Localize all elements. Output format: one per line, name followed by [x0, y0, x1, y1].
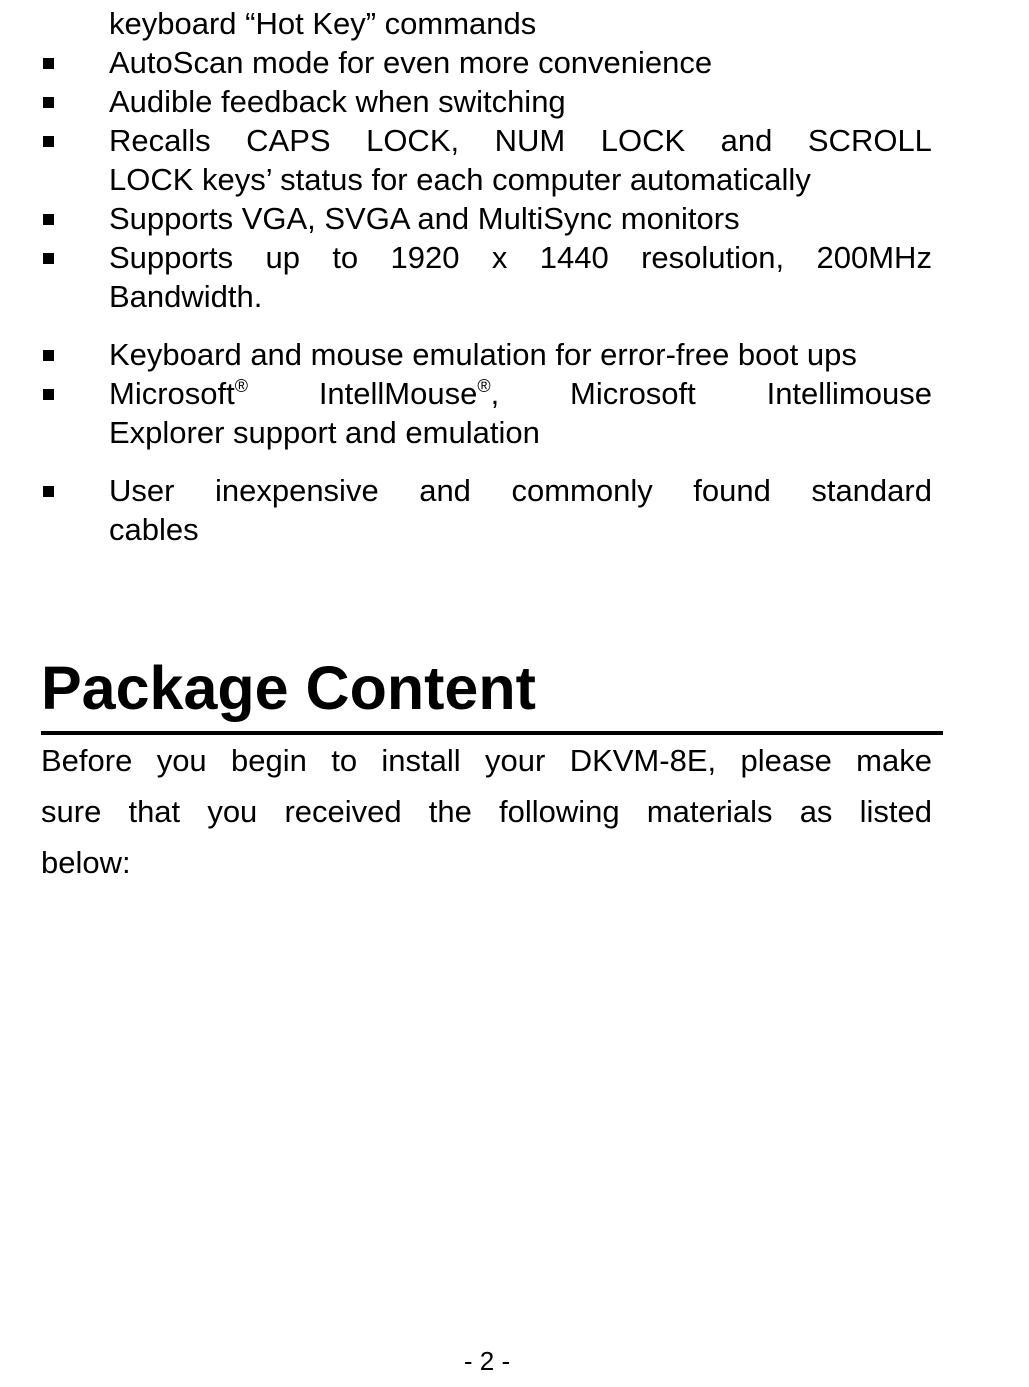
- word: resolution,: [641, 240, 785, 275]
- word: Before: [41, 743, 133, 778]
- list-item-resolution: [109, 238, 932, 277]
- word: x: [491, 240, 508, 275]
- list-item-resolution-line2: Bandwidth.: [109, 279, 263, 314]
- word: Intellimouse: [766, 376, 932, 411]
- word: standard: [811, 473, 932, 508]
- word: SCROLL: [807, 123, 932, 158]
- word: you: [207, 794, 258, 829]
- registered-mark: ®: [234, 376, 249, 396]
- bullet-icon: [43, 136, 54, 147]
- word: following: [499, 794, 620, 829]
- word: Supports: [109, 240, 234, 275]
- list-item-intellimouse: [109, 374, 932, 413]
- word: Recalls: [109, 123, 211, 158]
- list-item-recalls: [109, 121, 932, 160]
- word: Microsoft: [570, 376, 696, 411]
- list-item-cables: [109, 471, 932, 510]
- word: found: [693, 473, 771, 508]
- list-item-continuation: keyboard “Hot Key” commands: [109, 6, 537, 41]
- word: sure: [41, 794, 102, 829]
- word: received: [284, 794, 402, 829]
- list-item-intellimouse-line2: Explorer support and emulation: [109, 415, 540, 450]
- bullet-icon: [43, 389, 54, 400]
- word: inexpensive: [214, 473, 379, 508]
- word: LOCK: [600, 123, 686, 158]
- list-item-autoscan: AutoScan mode for even more convenience: [109, 45, 713, 80]
- word: and: [419, 473, 471, 508]
- list-item-emulation: Keyboard and mouse emulation for error-free boot ups: [109, 337, 857, 372]
- bullet-icon: [43, 253, 54, 264]
- word: you: [156, 743, 207, 778]
- word: make: [856, 743, 932, 778]
- bullet-icon: [43, 97, 54, 108]
- word: to: [332, 240, 359, 275]
- paragraph-line: [41, 792, 932, 832]
- word: commonly: [511, 473, 653, 508]
- word: NUM: [494, 123, 566, 158]
- word: DKVM-8E,: [569, 743, 717, 778]
- word: listed: [859, 794, 932, 829]
- word: IntellMouse®,: [318, 376, 500, 411]
- word: and: [720, 123, 773, 158]
- list-item-audible: Audible feedback when switching: [109, 84, 566, 119]
- word: Microsoft®: [109, 376, 249, 411]
- word: your: [485, 743, 546, 778]
- word: CAPS: [246, 123, 331, 158]
- word: User: [109, 473, 175, 508]
- word: materials: [646, 794, 773, 829]
- word: to: [331, 743, 358, 778]
- bullet-icon: [43, 58, 54, 69]
- list-item-recalls-line2: LOCK keys’ status for each computer automatically: [109, 162, 811, 197]
- word: LOCK,: [366, 123, 460, 158]
- paragraph-line: below:: [41, 845, 131, 880]
- word: install: [381, 743, 461, 778]
- registered-mark: ®: [477, 376, 491, 396]
- word: the: [428, 794, 472, 829]
- word: that: [128, 794, 181, 829]
- bullet-icon: [43, 214, 54, 225]
- word: as: [799, 794, 833, 829]
- word: please: [740, 743, 832, 778]
- word: 1440: [539, 240, 609, 275]
- word: 1920: [390, 240, 460, 275]
- word: begin: [231, 743, 307, 778]
- heading-divider: [41, 731, 943, 735]
- word: 200MHz: [816, 240, 932, 275]
- list-item-cables-line2: cables: [109, 512, 199, 547]
- bullet-icon: [43, 350, 54, 361]
- section-title: Package Content: [41, 654, 536, 722]
- list-item-vga: Supports VGA, SVGA and MultiSync monitors: [109, 201, 740, 236]
- bullet-icon: [43, 486, 54, 497]
- paragraph-line: [41, 741, 932, 781]
- page-number: - 2 -: [463, 1346, 511, 1376]
- word: up: [265, 240, 300, 275]
